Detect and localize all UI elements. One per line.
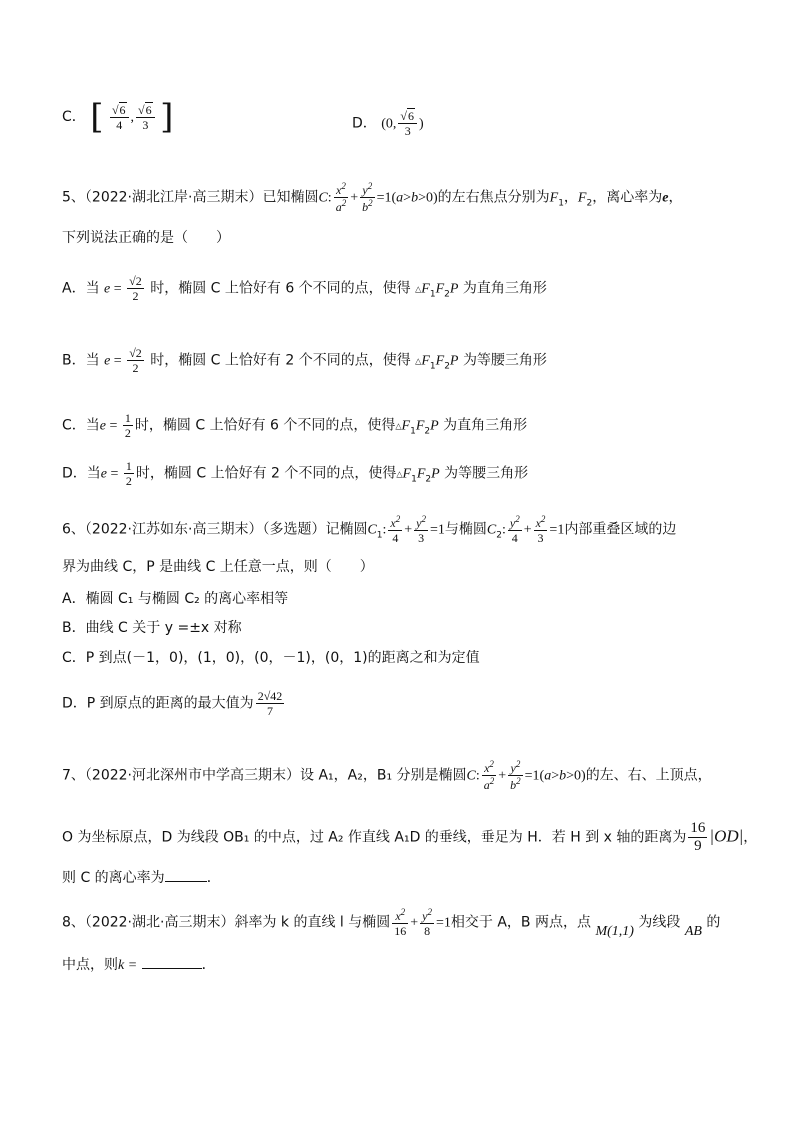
answer-blank bbox=[165, 867, 207, 882]
q5-option-c: C．当e = $\frac{1}{2}$ 时，椭圆 C 上恰好有 6 个不同的点，使得$\triangle F_1F_2P$ 为直角三角形 bbox=[62, 411, 528, 440]
q4-option-d: D． (0, $\frac{√6}{3}$ ) bbox=[352, 109, 424, 138]
q5-option-a: A．当 e = $\frac{√2}{2}$ 时，椭圆 C 上恰好有 6 个不同的点，使得 $\triangle F_1F_2P$ 为直角三角形 bbox=[62, 274, 547, 303]
left-bracket-icon: [ bbox=[90, 97, 104, 137]
right-bracket-icon: ] bbox=[160, 97, 174, 137]
answer-blank bbox=[142, 954, 202, 969]
q5-option-d: D．当e = $\frac{1}{2}$ 时，椭圆 C 上恰好有 2 个不同的点，使得$\triangle F_1F_2P$ 为等腰三角形 bbox=[62, 459, 529, 488]
q6-option-d: D．P 到原点的距离的最大值为 $\frac{2√42}{7}$ bbox=[62, 689, 283, 718]
q6-option-b: B．曲线 C 关于 y =±x 对称 bbox=[62, 620, 242, 636]
q5-stem: 5、（2022·湖北江岸·高三期末）已知椭圆C: $\frac{x^2}{a^2}$ + $\frac{y^2}{b^2}$ =1(a>b>0)的左右焦点分别为$F_1$，$F_2$，离心率为e， bbox=[62, 181, 683, 214]
q5-stem-line2: 下列说法正确的是（ ） bbox=[62, 230, 230, 246]
q4-option-c: C． [ $\frac{√6}{4}$ , $\frac{√6}{3}$ ] bbox=[62, 97, 174, 137]
q7-line2: O 为坐标原点，D 为线段 OB₁ 的中点，过 A₂ 作直线 A₁D 的垂线，垂足为 H．若 H 到 x 轴的距离为 $\frac{16}{9}$ |OD|， bbox=[62, 820, 758, 854]
q6-stem-line2: 界为曲线 C，P 是曲线 C 上任意一点，则（ ） bbox=[62, 559, 374, 575]
q7-line3: 则 C 的离心率为 ． bbox=[62, 867, 221, 888]
q7-stem: 7、（2022·河北深州市中学高三期末）设 A₁，A₂，B₁ 分别是椭圆C: $\frac{x^2}{a^2}$ + $\frac{y^2}{b^2}$ =1(a>b>0)的左、右、上顶点， bbox=[62, 759, 712, 792]
q8-stem: 8、（2022·湖北·高三期末）斜率为 k 的直线 l 与椭圆 $\frac{x^2}{16}$ + $\frac{y^2}{8}$ =1相交于 A，B 两点，点 M(1,1) 为线段 AB 的 bbox=[62, 907, 721, 939]
q5-option-b: B．当 e = $\frac{√2}{2}$ 时，椭圆 C 上恰好有 2 个不同的点，使得 $\triangle F_1F_2P$ 为等腰三角形 bbox=[62, 346, 547, 375]
q6-option-c: C．P 到点(－1，0)，(1，0)，(0，－1)，(0，1)的距离之和为定值 bbox=[62, 650, 480, 666]
q6-option-a: A．椭圆 C₁ 与椭圆 C₂ 的离心率相等 bbox=[62, 591, 289, 607]
q6-stem: 6、（2022·江苏如东·高三期末）（多选题）记椭圆$C_1$: $\frac{x^2}{4}$ + $\frac{y^2}{3}$ =1与椭圆$C_2$: $\frac{y^2}{4}$ + $\frac{x^2}{3}$ =1内部重叠区域的边 bbox=[62, 514, 677, 545]
q8-line2: 中点，则k = ． bbox=[62, 954, 216, 976]
